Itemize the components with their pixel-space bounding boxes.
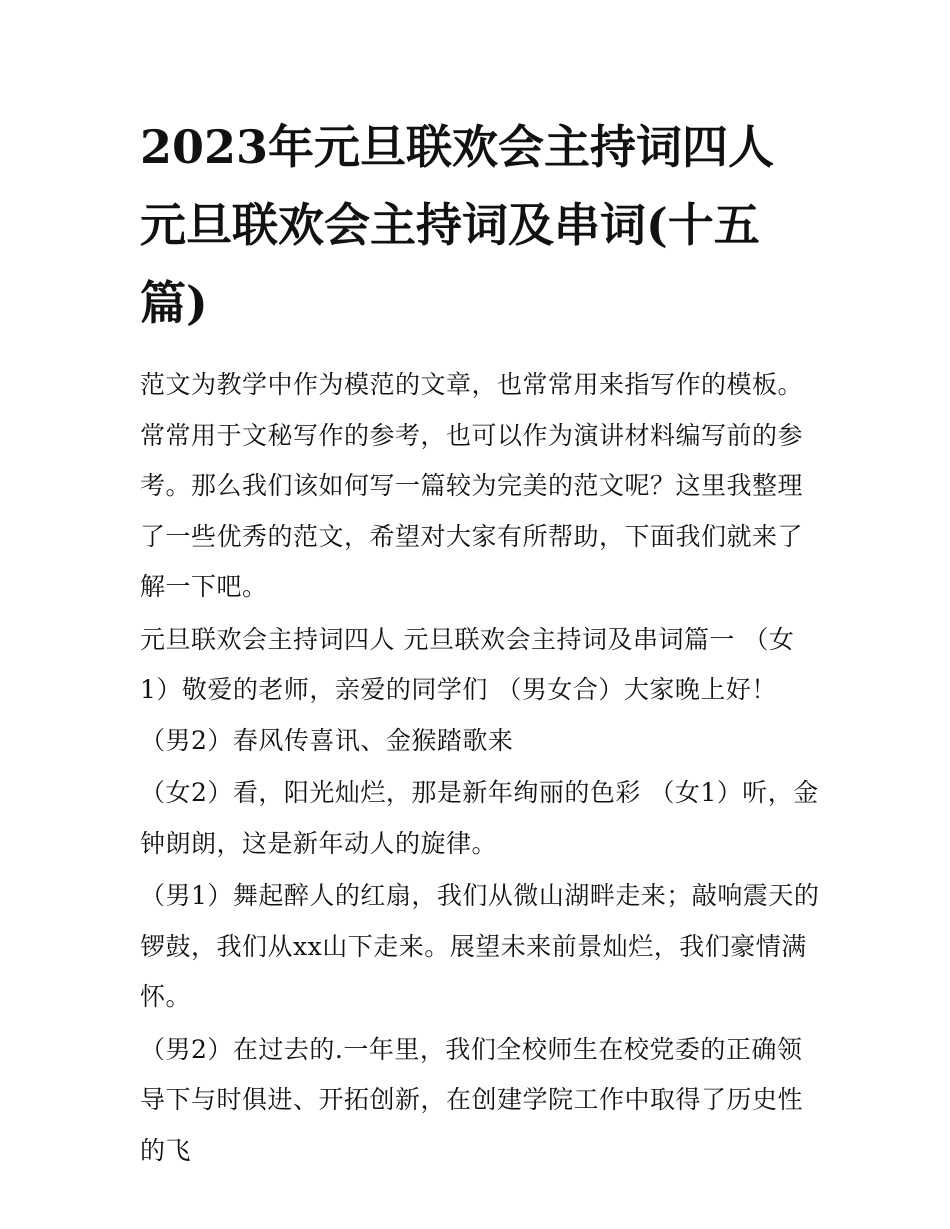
- paragraph-female-2: （女2）看，阳光灿烂，那是新年绚丽的色彩 （女1）听，金钟朗朗，这是新年动人的旋律。: [140, 778, 819, 858]
- paragraph-intro: 范文为教学中作为模范的文章，也常常用来指写作的模板。常常用于文秘写作的参考，也可以作为演讲材料编写前的参考。那么我们该如何写一篇较为完美的范文呢？这里我整理了一些优秀的范文，希望对大家有所帮助，下面我们就来了解一下吧。: [140, 370, 804, 601]
- document-title: 2023年元旦联欢会主持词四人 元旦联欢会主持词及串词(十五篇): [140, 120, 775, 330]
- paragraph-male-1: （男1）舞起醉人的红扇，我们从微山湖畔走来；敲响震天的锣鼓，我们从xx山下走来。展望未来前景灿烂，我们豪情满怀。: [140, 881, 820, 1011]
- document-body: [140, 108, 820, 1178]
- paragraph-opening: 元旦联欢会主持词四人 元旦联欢会主持词及串词篇一 （女1）敬爱的老师，亲爱的同学们 （男女合）大家晚上好！ （男2）春风传喜讯、金猴踏歌来: [140, 624, 795, 755]
- paragraph-male-2: （男2）在过去的.一年里，我们全校师生在校党委的正确领导下与时俱进、开拓创新，在创建学院工作中取得了历史性的飞: [140, 1034, 804, 1165]
